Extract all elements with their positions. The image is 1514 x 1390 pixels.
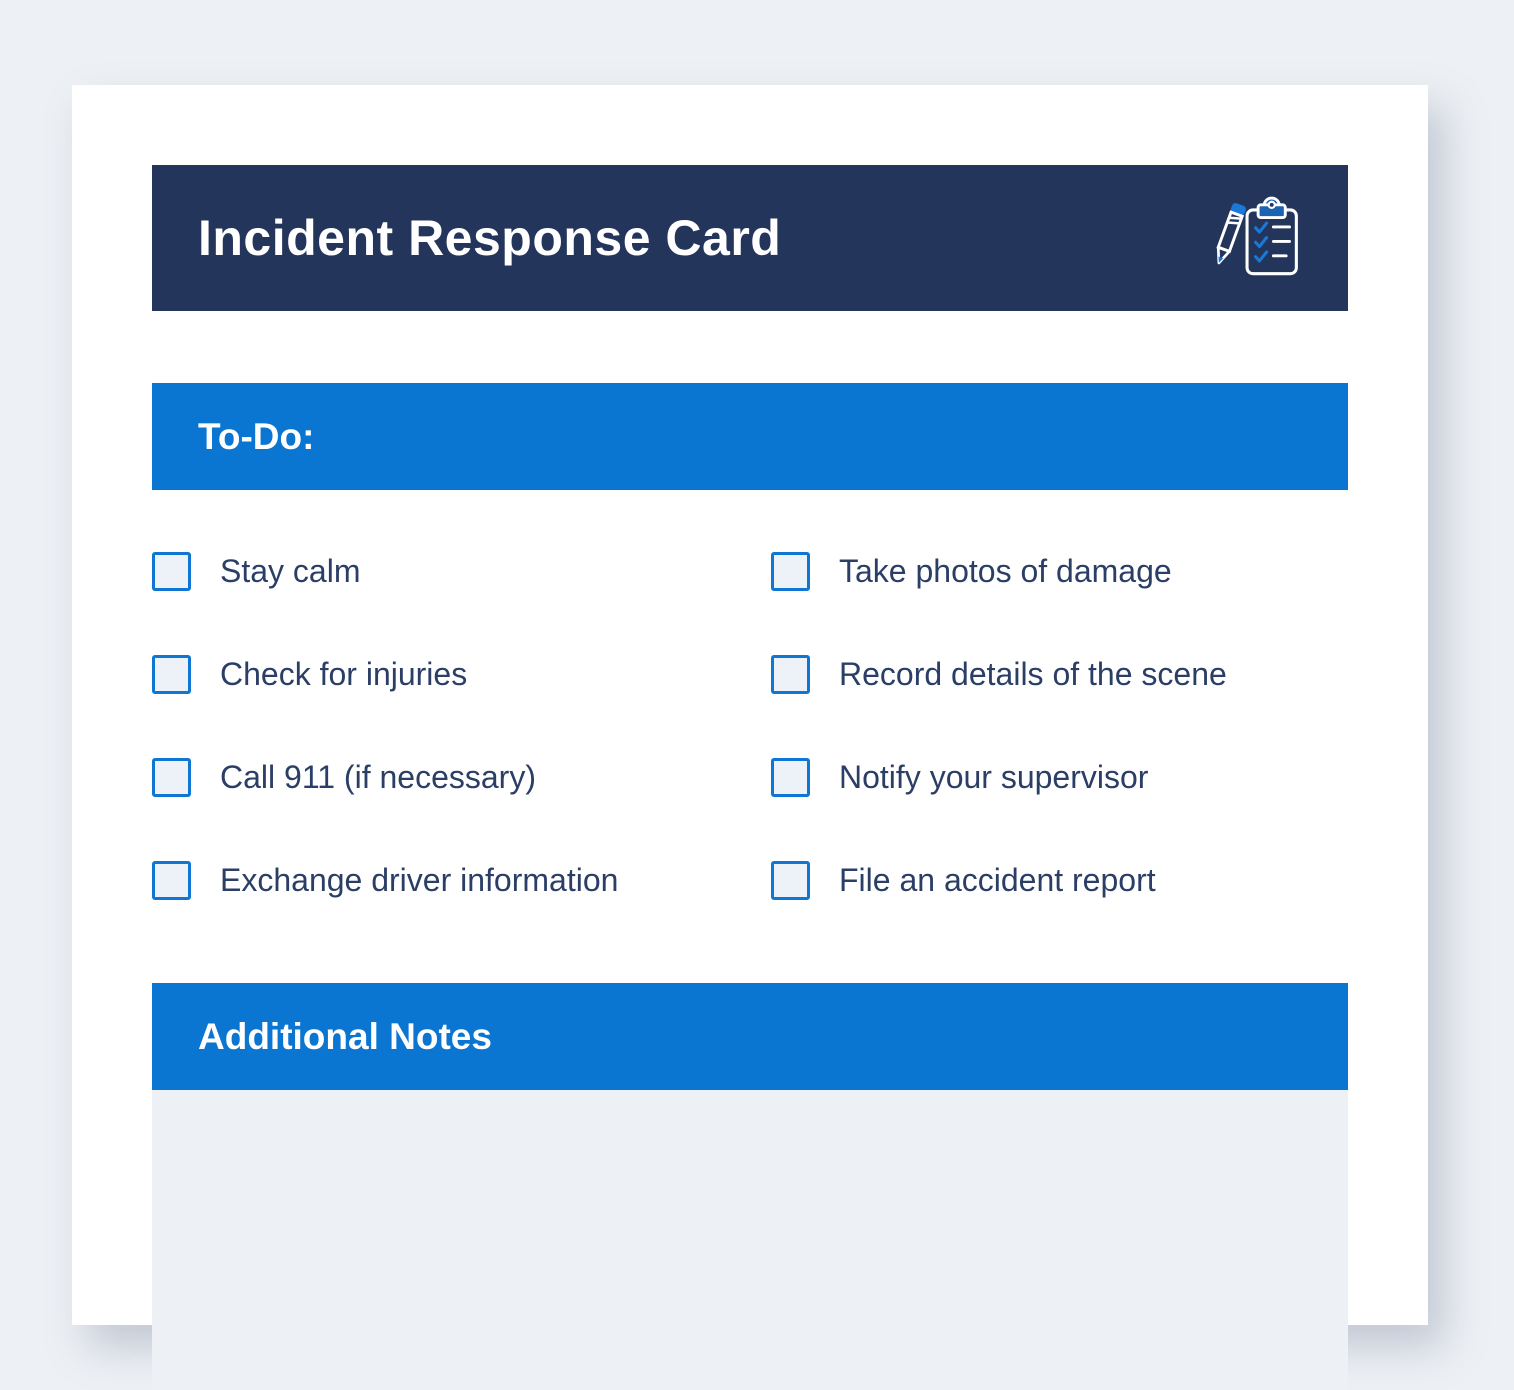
checkbox-record-details[interactable] — [771, 655, 810, 694]
check-label: Check for injuries — [220, 656, 468, 692]
check-item-file-report — [771, 861, 1348, 900]
check-label: Notify your supervisor — [839, 759, 1149, 795]
check-item-take-photos — [771, 552, 1348, 591]
page-title: Incident Response Card — [198, 210, 782, 266]
check-item-check-injuries — [152, 655, 771, 694]
checkbox-exchange-info[interactable] — [152, 861, 191, 900]
check-label: Take photos of damage — [839, 553, 1172, 589]
check-item-notify-supervisor — [771, 758, 1348, 797]
notes-section-title: Additional Notes — [198, 1015, 492, 1057]
todo-section-header — [152, 383, 1348, 490]
checkbox-call-911[interactable] — [152, 758, 191, 797]
check-label: Record details of the scene — [839, 656, 1227, 692]
card-header — [152, 165, 1348, 311]
checkbox-notify-supervisor[interactable] — [771, 758, 810, 797]
checkbox-file-report[interactable] — [771, 861, 810, 900]
notes-section-header — [152, 983, 1348, 1090]
checkbox-stay-calm[interactable] — [152, 552, 191, 591]
check-item-stay-calm — [152, 552, 771, 591]
clipboard-and-pencil-icon — [1202, 193, 1304, 283]
check-item-record-details — [771, 655, 1348, 694]
check-label: File an accident report — [839, 862, 1156, 898]
check-label: Exchange driver information — [220, 862, 619, 898]
notes-area[interactable] — [152, 1090, 1348, 1390]
check-label: Stay calm — [220, 553, 361, 589]
todo-checklist — [152, 552, 1348, 900]
check-label: Call 911 (if necessary) — [220, 759, 536, 795]
check-item-call-911 — [152, 758, 771, 797]
checkbox-take-photos[interactable] — [771, 552, 810, 591]
check-item-exchange-info — [152, 861, 771, 900]
todo-section-title: To-Do: — [198, 415, 315, 457]
checkbox-check-injuries[interactable] — [152, 655, 191, 694]
incident-response-card — [72, 85, 1428, 1325]
